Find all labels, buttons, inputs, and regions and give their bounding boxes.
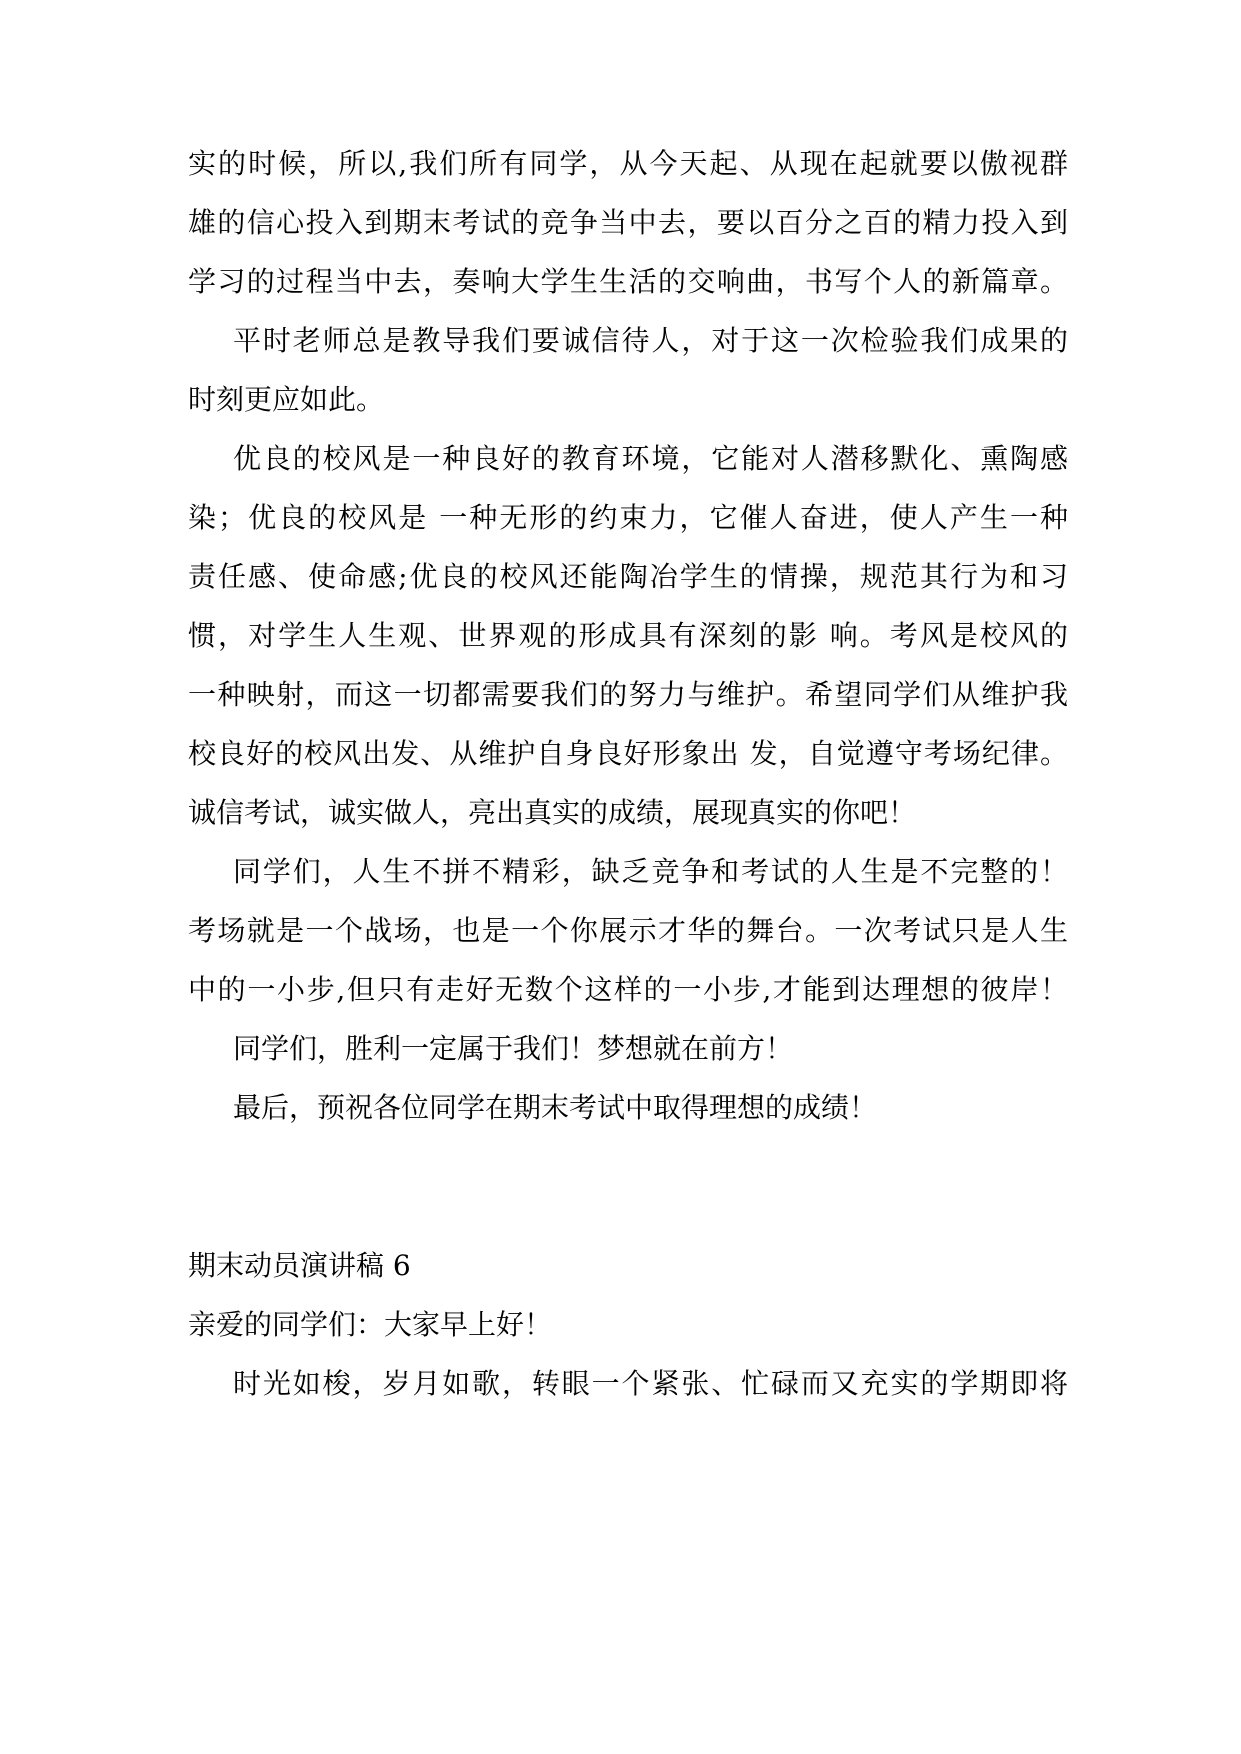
- paragraph-line: 一种映射，而这一切都需要我们的努力与维护。希望同学们从维护我: [188, 678, 1068, 711]
- paragraph-line: 惯，对学生人生观、世界观的形成具有深刻的影 响。考风是校风的: [188, 619, 1068, 652]
- paragraph-line: 优良的校风是一种良好的教育环境，它能对人潜移默化、熏陶感: [233, 442, 1068, 475]
- paragraph-line: 诚信考试，诚实做人，亮出真实的成绩，展现真实的你吧！: [188, 796, 917, 829]
- paragraph-line: 时刻更应如此。: [188, 383, 385, 416]
- paragraph-line: 学习的过程当中去，奏响大学生生活的交响曲，书写个人的新篇章。: [188, 265, 1068, 298]
- paragraph-line: 中的一小步,但只有走好无数个这样的一小步,才能到达理想的彼岸！: [188, 973, 1068, 1006]
- paragraph-line: 雄的信心投入到期末考试的竞争当中去，要以百分之百的精力投入到: [188, 206, 1068, 239]
- paragraph-line: 染；优良的校风是 一种无形的约束力，它催人奋进，使人产生一种: [188, 501, 1068, 534]
- paragraph-line: 责任感、使命感;优良的校风还能陶冶学生的情操，规范其行为和习: [188, 560, 1068, 593]
- paragraph-line: 同学们，人生不拼不精彩，缺乏竞争和考试的人生是不完整的！: [233, 855, 1068, 888]
- paragraph-line: 校良好的校风出发、从维护自身良好形象出 发，自觉遵守考场纪律。: [188, 737, 1068, 770]
- paragraph-line: 考场就是一个战场，也是一个你展示才华的舞台。一次考试只是人生: [188, 914, 1068, 947]
- paragraph-line: 实的时候，所以,我们所有同学，从今天起、从现在起就要以傲视群: [188, 147, 1068, 180]
- paragraph-line: 时光如梭，岁月如歌，转眼一个紧张、忙碌而又充实的学期即将: [233, 1367, 1068, 1400]
- salutation: 亲爱的同学们：大家早上好！: [188, 1308, 553, 1341]
- section-title: 期末动员演讲稿 6: [188, 1249, 411, 1282]
- paragraph-line: 同学们，胜利一定属于我们！梦想就在前方！: [233, 1032, 794, 1065]
- paragraph-line: 最后，预祝各位同学在期末考试中取得理想的成绩！: [233, 1091, 878, 1124]
- paragraph-line: 平时老师总是教导我们要诚信待人，对于这一次检验我们成果的: [233, 324, 1068, 357]
